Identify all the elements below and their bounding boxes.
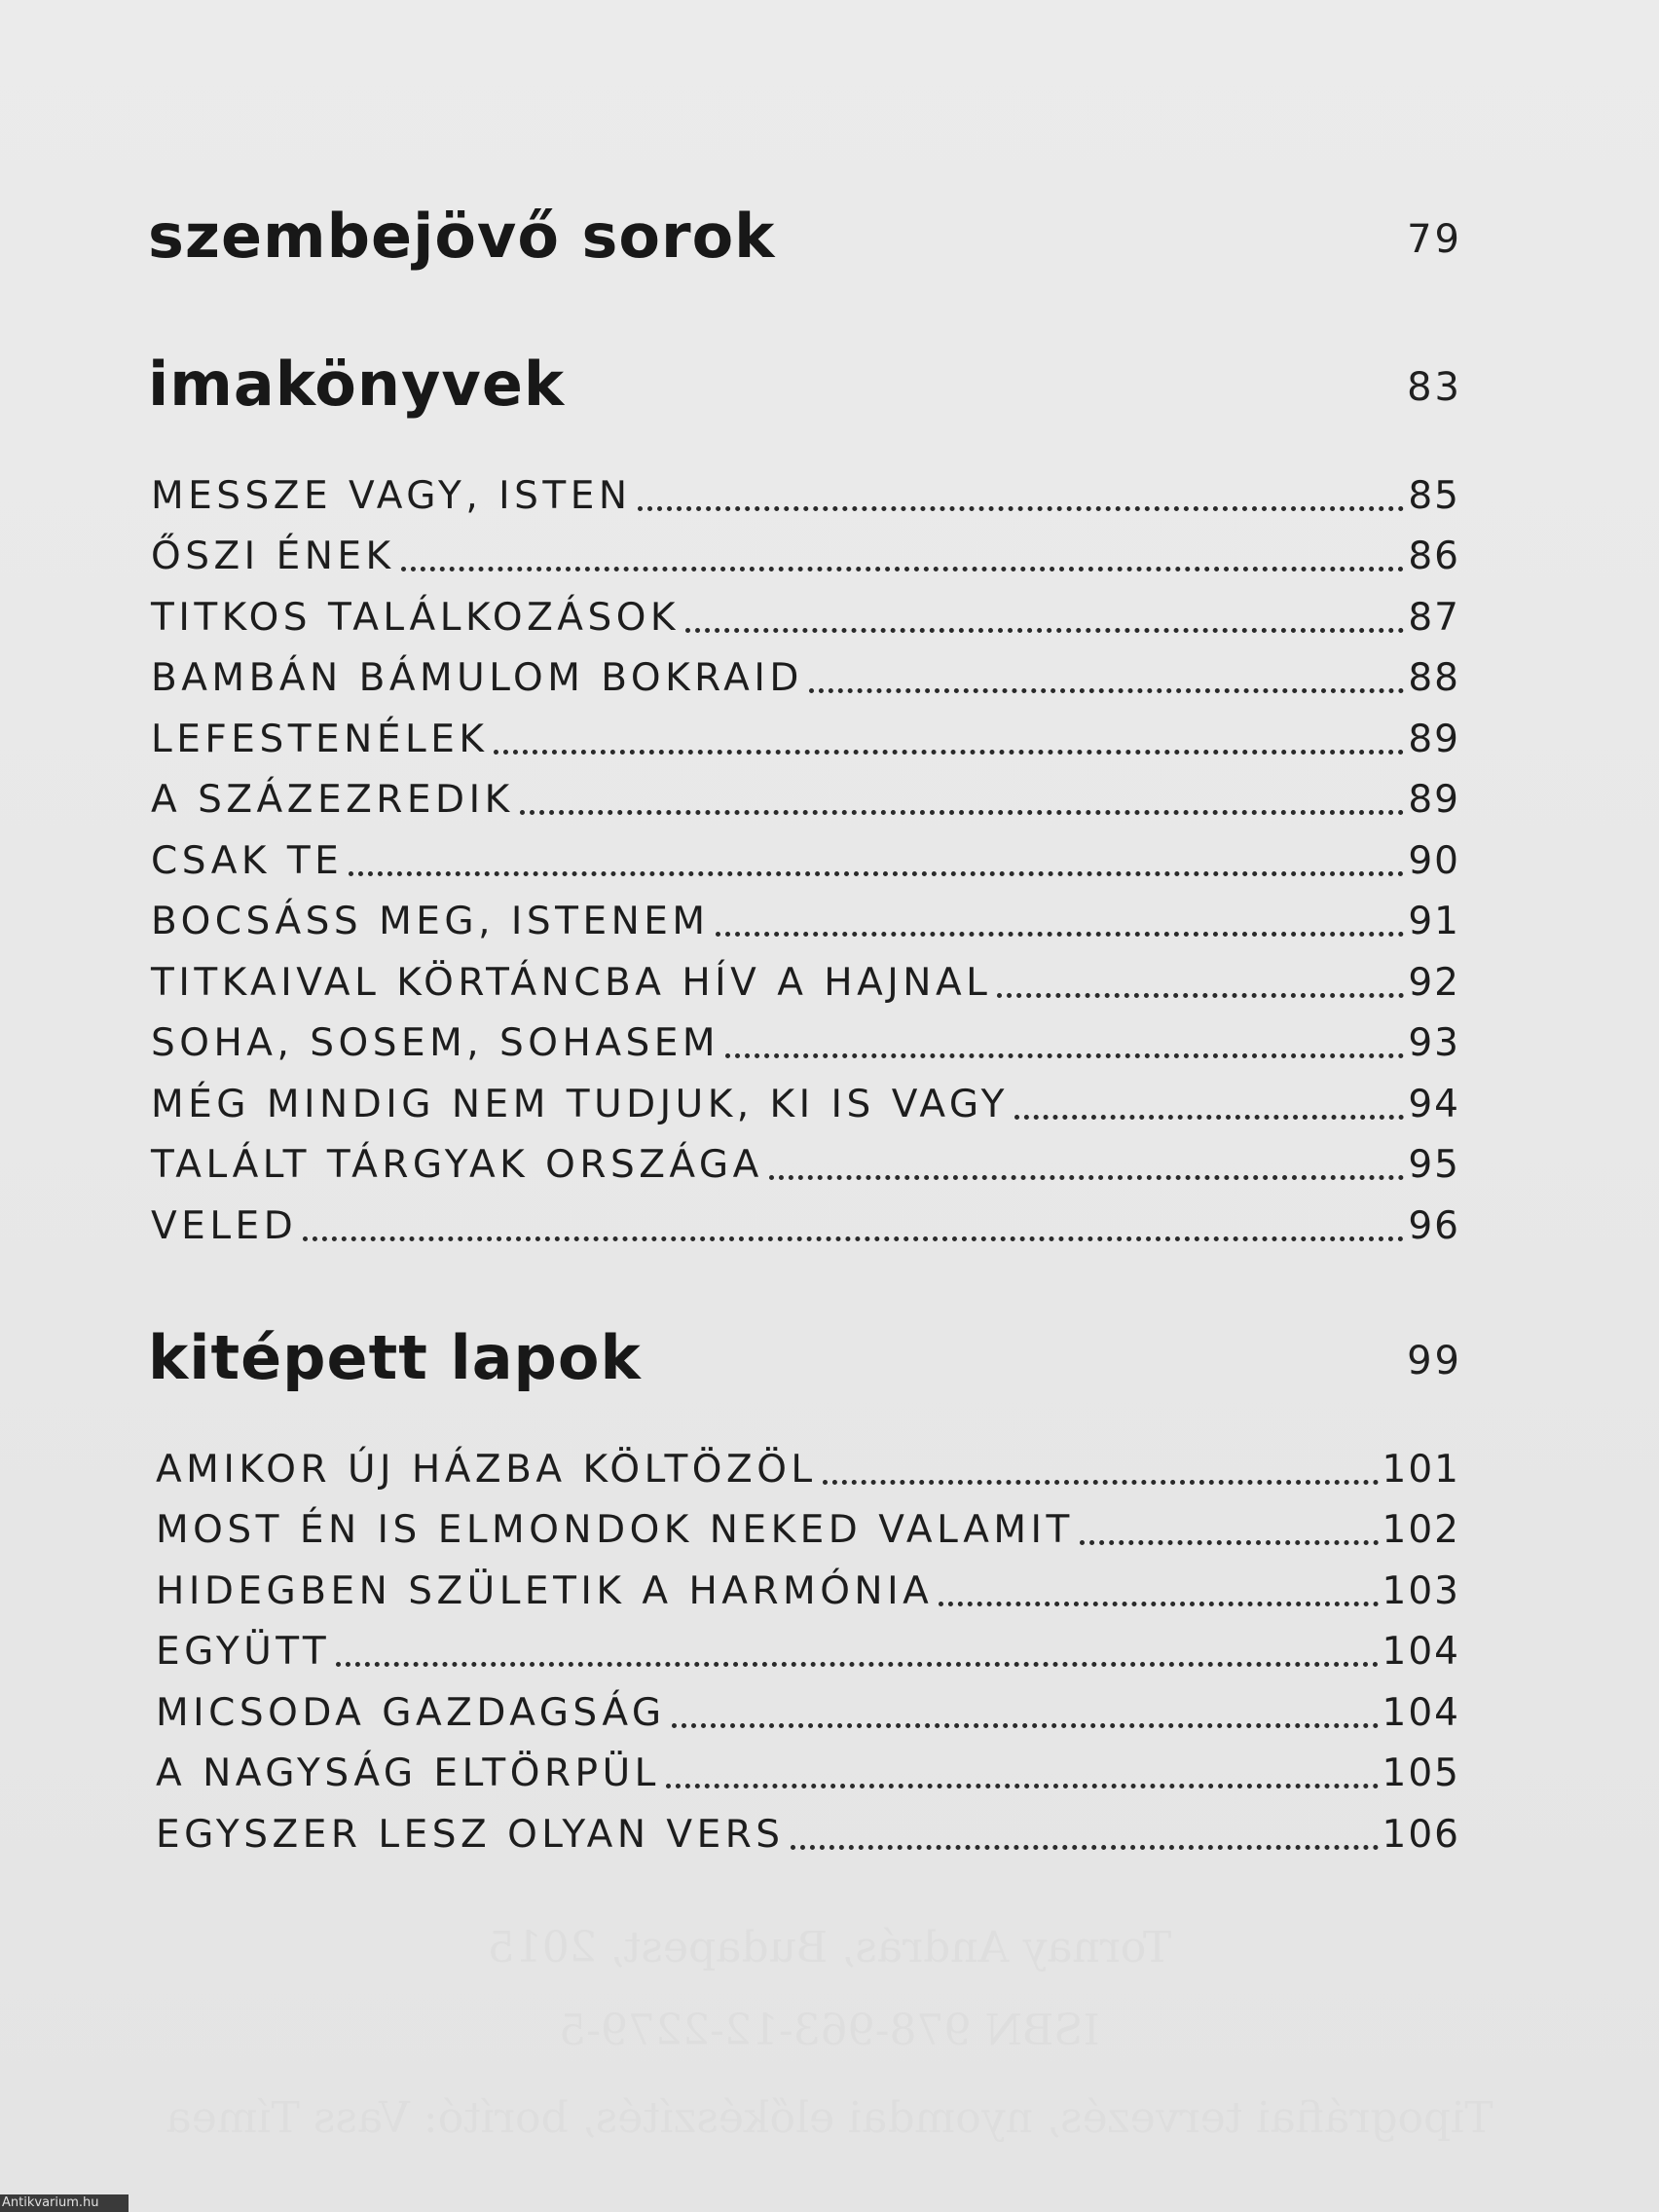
entry-title: EGYSZER LESZ OLYAN VERS [156, 1812, 785, 1857]
entry-title: MESSZE VAGY, ISTEN [151, 473, 632, 518]
watermark: Antikvarium.hu [0, 2194, 129, 2212]
toc-entry [151, 644, 1460, 705]
section-page-number: 99 [1407, 1339, 1462, 1383]
section-heading [148, 341, 1462, 448]
dot-leader [494, 750, 1404, 755]
toc-entry [151, 765, 1460, 827]
entry-title: AMIKOR ÚJ HÁZBA KÖLTÖZÖL [156, 1447, 817, 1492]
section-page-number: 79 [1407, 217, 1462, 262]
dot-leader [520, 810, 1405, 815]
entry-title: BAMBÁN BÁMULOM BOKRAID [151, 656, 803, 700]
toc-entry [156, 1617, 1460, 1678]
entry-title: EGYÜTT [156, 1630, 331, 1674]
section-title: szembejövő sorok [148, 201, 776, 272]
entry-page-number: 89 [1408, 717, 1460, 761]
entry-title: A SZÁZEZREDIK [151, 778, 514, 822]
entry-page-number: 95 [1408, 1143, 1460, 1187]
toc-entry [151, 1191, 1460, 1252]
dot-leader [716, 932, 1405, 937]
entry-page-number: 89 [1408, 778, 1460, 822]
entry-page-number: 88 [1408, 656, 1460, 700]
dot-leader [1080, 1540, 1379, 1545]
entry-title: HIDEGBEN SZÜLETIK A HARMÓNIA [156, 1568, 934, 1613]
entry-page-number: 91 [1408, 900, 1460, 943]
entry-page-number: 96 [1408, 1203, 1460, 1248]
toc-entry [151, 947, 1460, 1009]
section-title: imakönyvek [148, 349, 566, 420]
show-through-text: ISBN 978-963-12-2279-5 [559, 2006, 1100, 2055]
toc-entry [156, 1556, 1460, 1617]
toc-entry [156, 1739, 1460, 1800]
entry-title: MOST ÉN IS ELMONDOK NEKED VALAMIT [156, 1508, 1074, 1552]
toc-entry [156, 1434, 1460, 1495]
dot-leader [349, 871, 1404, 876]
toc-entry [156, 1495, 1460, 1557]
toc-list [156, 1434, 1460, 1861]
entry-title: SOHA, SOSEM, SOHASEM [151, 1021, 720, 1065]
section-page-number: 83 [1407, 365, 1462, 410]
entry-page-number: 104 [1382, 1630, 1460, 1674]
dot-leader [401, 567, 1405, 571]
dot-leader [791, 1845, 1379, 1850]
toc-entry [151, 704, 1460, 765]
dot-leader [823, 1480, 1379, 1485]
dot-leader [638, 506, 1405, 511]
entry-page-number: 94 [1408, 1082, 1460, 1126]
dot-leader [336, 1662, 1378, 1667]
entry-page-number: 90 [1408, 838, 1460, 883]
toc-entry [151, 826, 1460, 887]
entry-title: TITKOS TALÁLKOZÁSOK [151, 595, 681, 640]
section-title: kitépett lapok [148, 1322, 642, 1393]
toc-entry [151, 522, 1460, 583]
section-heading [148, 193, 1462, 300]
show-through-text: Tornay András, Budapest, 2015 [487, 1923, 1172, 1972]
toc-entry [156, 1677, 1460, 1739]
toc-entry [151, 1130, 1460, 1192]
entry-title: ŐSZI ÉNEK [151, 535, 395, 578]
dot-leader [769, 1175, 1405, 1180]
entry-page-number: 106 [1382, 1812, 1460, 1857]
entry-page-number: 103 [1382, 1568, 1460, 1613]
toc-entry [151, 887, 1460, 948]
dot-leader [1014, 1115, 1404, 1120]
toc-entry [151, 1009, 1460, 1070]
dot-leader [666, 1784, 1379, 1788]
entry-title: TITKAIVAL KÖRTÁNCBA HÍV A HAJNAL [151, 960, 992, 1005]
entry-page-number: 93 [1408, 1021, 1460, 1065]
entry-page-number: 104 [1382, 1690, 1460, 1735]
entry-page-number: 92 [1408, 960, 1460, 1005]
entry-page-number: 101 [1382, 1447, 1460, 1492]
toc-entry [151, 1069, 1460, 1130]
show-through-text: Tipográfiai tervezés, nyomdai előkészítés, borító: Vass Tímea [166, 2093, 1493, 2143]
dot-leader [725, 1053, 1404, 1058]
toc-entry [151, 461, 1460, 522]
dot-leader [997, 993, 1404, 998]
toc-entry [156, 1799, 1460, 1861]
section-heading [148, 1314, 1462, 1421]
entry-title: LEFESTENÉLEK [151, 717, 489, 761]
toc-list [151, 461, 1460, 1252]
entry-page-number: 105 [1382, 1751, 1460, 1795]
entry-page-number: 86 [1408, 535, 1460, 578]
dot-leader [939, 1602, 1378, 1606]
entry-title: TALÁLT TÁRGYAK ORSZÁGA [151, 1143, 763, 1187]
dot-leader [809, 688, 1404, 693]
entry-page-number: 102 [1382, 1508, 1460, 1552]
entry-page-number: 87 [1408, 595, 1460, 640]
toc-entry [151, 582, 1460, 644]
dot-leader [672, 1723, 1379, 1728]
entry-page-number: 85 [1408, 473, 1460, 518]
entry-title: MÉG MINDIG NEM TUDJUK, KI IS VAGY [151, 1082, 1009, 1126]
entry-title: CSAK TE [151, 838, 344, 883]
entry-title: MICSODA GAZDAGSÁG [156, 1690, 666, 1735]
entry-title: A NAGYSÁG ELTÖRPÜL [156, 1751, 660, 1795]
entry-title: BOCSÁSS MEG, ISTENEM [151, 900, 710, 943]
dot-leader [303, 1236, 1404, 1241]
entry-title: VELED [151, 1203, 298, 1248]
dot-leader [685, 628, 1404, 633]
